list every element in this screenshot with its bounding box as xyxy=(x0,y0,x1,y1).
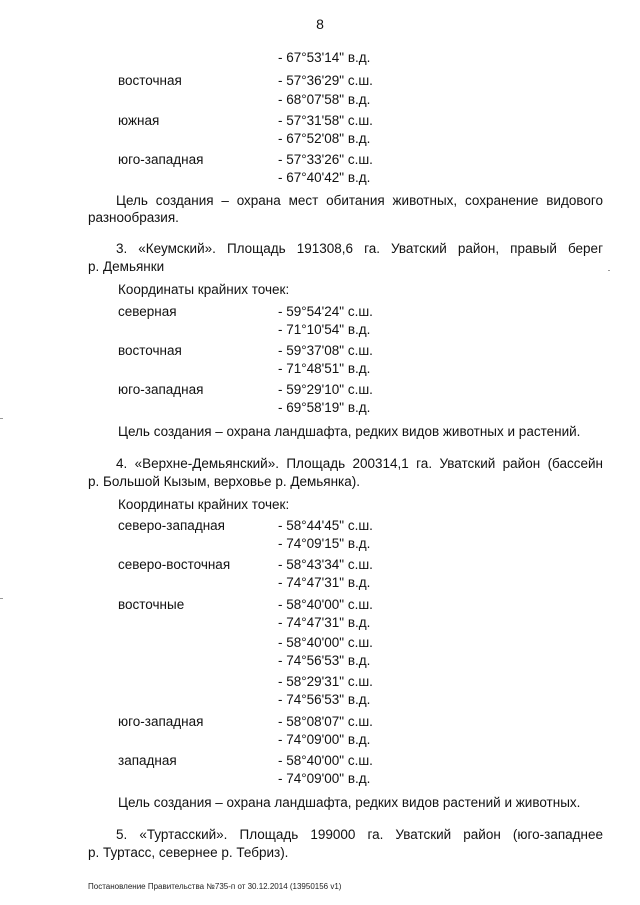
purpose-text-continued: разнообразия. xyxy=(88,210,179,225)
coords-title: Координаты крайних точек: xyxy=(118,282,290,297)
coord-lon: - 74°47'31" в.д. xyxy=(278,615,371,630)
point-label: северная xyxy=(118,304,177,319)
point-label: юго-западная xyxy=(118,382,204,397)
coord-lon: - 74°09'15" в.д. xyxy=(278,536,371,551)
purpose-text: Цель создания – охрана ландшафта, редких видов растений и животных. xyxy=(118,795,581,810)
coord-lon: - 67°53'14" в.д. xyxy=(278,50,371,65)
section-heading: 4. «Верхне-Демьянский». Площадь 200314,1 га. Уватский район (бассейн xyxy=(116,456,603,471)
point-label: юго-западная xyxy=(118,714,204,729)
section-heading: 5. «Туртасский». Площадь 199000 га. Уватский район (юго-западнее xyxy=(116,827,603,842)
coord-lat: - 57°31'58" с.ш. xyxy=(278,113,373,128)
section-heading-continued: р. Демьянки xyxy=(88,259,165,274)
document-footer: Постановление Правительства №735-п от 30.12.2014 (13950156 v1) xyxy=(88,882,342,891)
section-heading-continued: р. Большой Кызым, верховье р. Демьянка). xyxy=(88,474,361,489)
coord-lon: - 67°40'42" в.д. xyxy=(278,170,371,185)
point-label: юго-западная xyxy=(118,152,204,167)
purpose-text: Цель создания – охрана ландшафта, редких видов животных и растений. xyxy=(118,424,581,439)
coord-lon: - 74°09'00" в.д. xyxy=(278,771,371,786)
coord-lat: - 57°36'29" с.ш. xyxy=(278,73,373,88)
coord-lon: - 74°56'53" в.д. xyxy=(278,692,371,707)
point-label: восточные xyxy=(118,597,185,612)
coord-lon: - 67°52'08" в.д. xyxy=(278,131,371,146)
coord-lat: - 58°08'07" с.ш. xyxy=(278,714,373,729)
scan-margin-mark xyxy=(0,418,3,419)
coord-lon: - 71°48'51" в.д. xyxy=(278,361,371,376)
section-heading-continued: р. Туртасс, севернее р. Тебриз). xyxy=(88,845,289,860)
coord-lat: - 58°44'45" с.ш. xyxy=(278,518,373,533)
coords-title: Координаты крайних точек: xyxy=(118,497,290,512)
coord-lat: - 58°29'31" с.ш. xyxy=(278,674,373,689)
point-label: восточная xyxy=(118,73,182,88)
point-label: восточная xyxy=(118,343,182,358)
coord-lon: - 74°56'53" в.д. xyxy=(278,653,371,668)
coord-lat: - 57°33'26" с.ш. xyxy=(278,152,373,167)
coord-lat: - 58°43'34" с.ш. xyxy=(278,557,373,572)
coord-lat: - 59°37'08" с.ш. xyxy=(278,343,373,358)
coord-lon: - 68°07'58" в.д. xyxy=(278,92,371,107)
scan-margin-mark xyxy=(0,598,3,599)
point-label: южная xyxy=(118,113,160,128)
coord-lon: - 74°47'31" в.д. xyxy=(278,575,371,590)
purpose-text: Цель создания – охрана мест обитания животных, сохранение видового xyxy=(116,193,603,208)
coord-lat: - 58°40'00" с.ш. xyxy=(278,635,373,650)
coord-lat: - 59°29'10" с.ш. xyxy=(278,382,373,397)
coord-lat: - 58°40'00" с.ш. xyxy=(278,597,373,612)
page-number: 8 xyxy=(316,16,324,32)
coord-lon: - 71°10'54" в.д. xyxy=(278,322,371,337)
scan-margin-mark xyxy=(608,270,610,271)
point-label: северо-восточная xyxy=(118,557,231,572)
point-label: западная xyxy=(118,753,177,768)
point-label: северо-западная xyxy=(118,518,225,533)
coord-lat: - 59°54'24" с.ш. xyxy=(278,304,373,319)
coord-lat: - 58°40'00" с.ш. xyxy=(278,753,373,768)
coord-lon: - 74°09'00" в.д. xyxy=(278,732,371,747)
coord-lon: - 69°58'19" в.д. xyxy=(278,400,371,415)
section-heading: 3. «Кеумский». Площадь 191308,6 га. Уватский район, правый берег xyxy=(116,241,603,256)
